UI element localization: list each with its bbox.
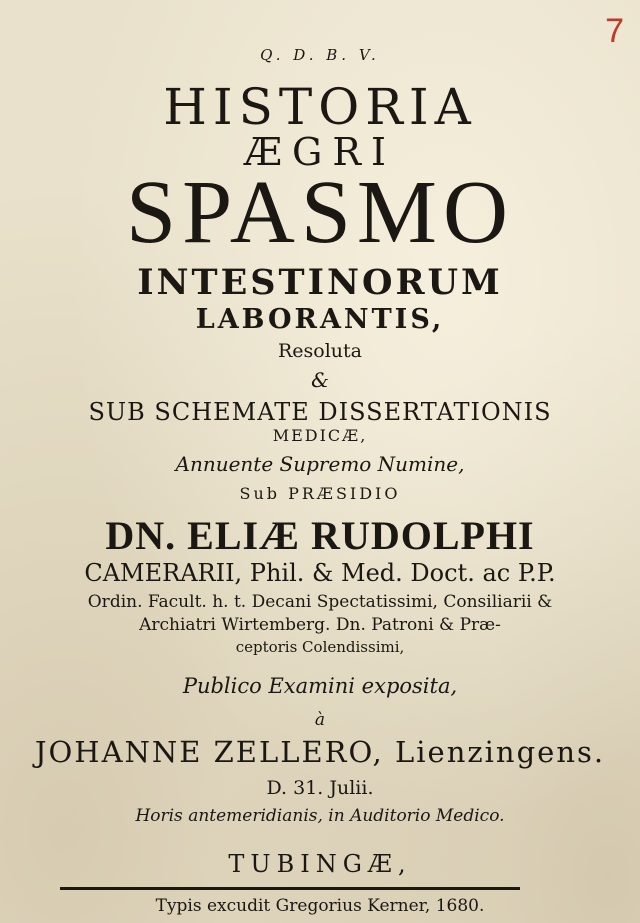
title-line-aegri: ÆGRI bbox=[243, 130, 396, 174]
sub-schemate-line: SUB SCHEMATE DISSERTATIONIS bbox=[88, 398, 552, 426]
publico-examini-line: Publico Examini exposita, bbox=[182, 674, 458, 698]
title-line-intestinorum: INTESTINORUM bbox=[137, 262, 503, 303]
resoluta-text: Resoluta bbox=[277, 340, 362, 362]
respondent-name: JOHANNE ZELLERO, Lienzingens. bbox=[34, 735, 606, 769]
motto: Q. D. B. V. bbox=[260, 46, 380, 64]
imprint-rule bbox=[60, 887, 520, 890]
preposition-a: à bbox=[314, 710, 326, 730]
folio-number: 7 bbox=[605, 12, 624, 50]
medicae-line: MEDICÆ, bbox=[272, 426, 368, 445]
praeses-title-line: Archiatri Wirtemberg. Dn. Patroni & Præ- bbox=[139, 615, 501, 635]
praeses-name: DN. ELIÆ RUDOLPHI bbox=[105, 513, 535, 558]
title-line-historia: HISTORIA bbox=[163, 78, 477, 136]
disputation-hours: Horis antemeridianis, in Auditorio Medico. bbox=[135, 806, 505, 826]
sub-praesidio-line: Sub PRÆSIDIO bbox=[239, 484, 401, 503]
praeses-title-line: CAMERARII, Phil. & Med. Doct. ac P.P. bbox=[84, 559, 556, 587]
annuente-line: Annuente Supremo Numine, bbox=[175, 452, 465, 476]
disputation-date: D. 31. Julii. bbox=[266, 777, 374, 799]
title-line-laborantis: LABORANTIS, bbox=[195, 304, 445, 335]
imprint-line: Typis excudit Gregorius Kerner, 1680. bbox=[155, 896, 485, 916]
place-of-printing: TUBINGÆ, bbox=[228, 850, 412, 878]
ampersand: & bbox=[311, 368, 329, 392]
praeses-title-line: ceptoris Colendissimi, bbox=[235, 638, 405, 656]
praeses-title-line: Ordin. Facult. h. t. Decani Spectatissimi, Consiliarii & bbox=[87, 592, 553, 612]
title-line-spasmo: SPASMO bbox=[126, 163, 514, 262]
